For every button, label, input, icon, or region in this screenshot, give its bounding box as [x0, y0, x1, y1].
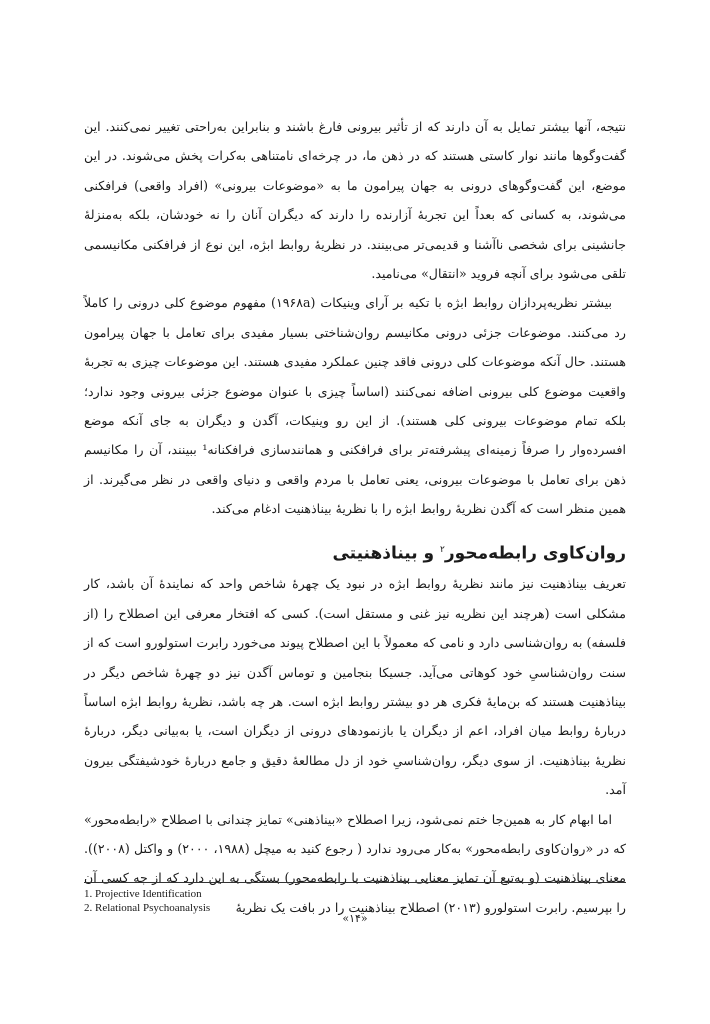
body-paragraph: اما ابهام کار به همین‌جا ختم نمی‌شود، زیرا اصطلاح «بیناذهنی» تمایز چندانی با اصطلاح «رابطه‌محور» که در «روان‌کاوی رابطه‌محور» به‌کار می‌رود ندارد ( رجوع کنید به میچل (۱۹۸۸، ۲۰۰۰) و واکتل (۲۰۰۸)). معنای بیناذهنیت (و به‌تبع آن تمایز معنایی بیناذهنیت با رابطه‌محور) بستگی به این دارد که از چه کسی آن را بپرسیم. رابرت استولورو (۲۰۱۳) اصطلاح بیناذهنیت را در بافت یک نظریهٔ — [84, 811, 626, 915]
body-paragraph: بیشتر نظریه‌پردازان روابط ابژه با تکیه بر آرای وینیکات (۱۹۶۸a) مفهوم موضوع کلی درونی را کاملاً رد می‌کنند. موضوعات جزئی درونی مکانیسم روان‌شناختی بسیار مفیدی برای تعامل با جهان پیرامون هستند. حال آنکه موضوعات کلی درونی فاقد چنین عملکرد مفیدی هستند. این موضوعات چیزی به تجربهٔ واقعیت موضوع کلی بیرونی اضافه نمی‌کنند (اساساً چیزی با عنوان موضوع جزئی بیرونی وجود ندارد؛ بلکه تمام موضوعات بیرونی کلی هستند). از این رو وینیکات، آگدن و دیگران به جای آنکه موضع افسرده‌وار را صرفاً زمینه‌ای پیشرفته‌تر برای فرافکنی و همانندسازی فرافکنانه¹ ببینند، آن را مکانیسم ذهن برای تعامل با موضوعات بیرونی، یعنی تعامل با مردم واقعی و دنیای واقعی در نظر می‌گیرند. از همین منظر است که آگدن نظریهٔ روابط ابژه را با نظریهٔ بیناذهنیت ادغام می‌کند. — [84, 295, 626, 517]
footnote-2: 2. Relational Psychoanalysis — [84, 902, 211, 914]
page-body — [84, 112, 626, 922]
footnote-marker: ۲ — [440, 544, 445, 555]
body-paragraph: تعریف بیناذهنیت نیز مانند نظریهٔ روابط ابژه در نبود یک چهرهٔ شاخص واحد که نمایندهٔ آن باشد، کار مشکلی است (هرچند این نظریه نیز غنی و مستقل است). کسی که افتخار معرفی این اصطلاح را (از فلسفه) به روان‌شناسی دارد و نامی که معمولاً با این اصطلاح پیوند می‌خورد رابرت استولورو است که از سنت روان‌شناسیِ خود کوهاتی می‌آید. جسیکا بنجامین و توماس آگدن نیز دو چهرهٔ شاخص دیگر در بیناذهنیت هستند که بن‌مایهٔ فکری هر دو بیشتر روابط ابژه است. هر چه باشد، نظریهٔ روابط ابژه اساساً دربارهٔ روابط میان افراد، اعم از دیگران یا بازنمودهای درونی از دیگران است، یا به‌بیانی دیگر، دربارهٔ نظریهٔ بیناذهنیت. از سوی دیگر، روان‌شناسیِ خود از دل مطالعهٔ دقیق و جامع دربارهٔ خودشیفتگی بیرون آمد. — [84, 576, 626, 798]
body-paragraph: نتیجه، آنها بیشتر تمایل به آن دارند که از تأثیر بیرونی فارغ باشند و بنابراین به‌راحتی تغییر نمی‌کنند. این گفت‌وگوها مانند نوار کاستی هستند که در ذهن ما، در چرخه‌ای نامتناهی به‌کرات پخش می‌شوند. در این موضع، این گفت‌وگوهای درونی به جهان پیرامون ما به «موضوعات بیرونی» (افراد واقعی) فرافکنی می‌شوند، به کسانی که بعداً این تجربهٔ آزارنده را دارند که دیگران آنان را نه خودشان، بلکه به‌منزلهٔ جانشینی برای شخصی ناآشنا و قدیمی‌تر می‌بینند. در نظریهٔ روابط ابژه، این نوع از فرافکنی مکانیسمی تلقی می‌شود برای آنچه فروید «انتقال» می‌نامید. — [84, 119, 626, 282]
section-heading — [84, 538, 626, 566]
section-heading-text: روان‌کاوی رابطه‌محور — [444, 543, 626, 564]
section-heading-tail: و بیناذهنیتی — [332, 543, 435, 564]
footnote-1: 1. Projective Identification — [84, 888, 202, 900]
footnotes — [84, 882, 626, 915]
page-number: «۱۴» — [342, 912, 368, 925]
